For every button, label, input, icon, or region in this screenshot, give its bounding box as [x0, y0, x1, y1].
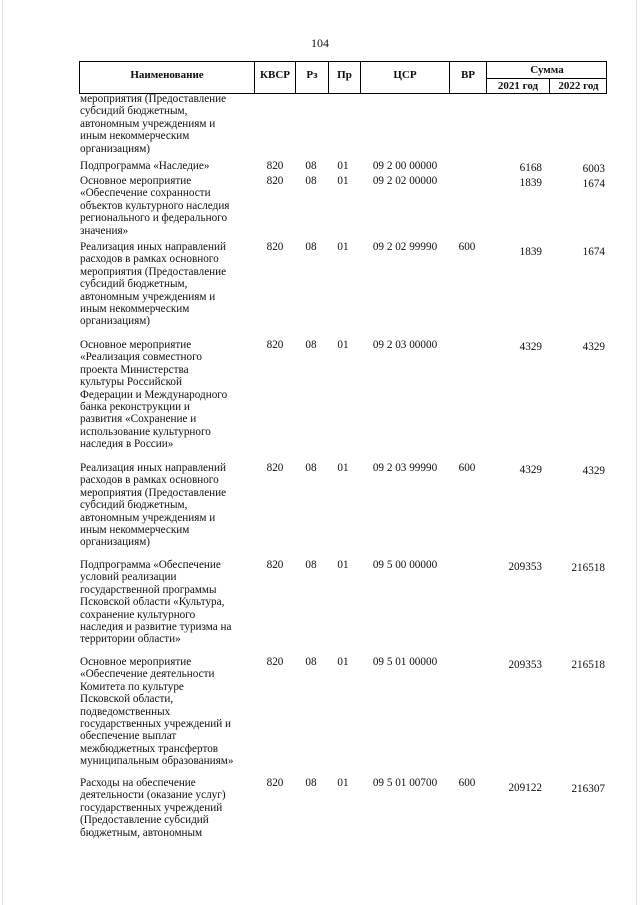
header-rz: Рз	[306, 69, 318, 81]
row-sum-2022: 4329	[582, 465, 605, 477]
row-kvsr: 820	[266, 160, 284, 172]
row-sum-2021: 4329	[519, 464, 542, 476]
scan-edge-right	[636, 0, 637, 905]
row-csr: 09 2 03 99990	[372, 462, 438, 474]
row-rz: 08	[305, 559, 317, 571]
row-sum-2022: 216518	[571, 659, 605, 671]
row-name: Основное мероприятие «Реализация совместного проекта Министерства культуры Российской Федерации и Международного банка реконструкции и развития «Сохранение и использование культурного наследия в России»	[80, 339, 228, 451]
row-vr: 600	[458, 241, 476, 253]
row-sum-2021: 209122	[508, 782, 542, 794]
row-kvsr: 820	[266, 241, 284, 253]
row-rz: 08	[305, 339, 317, 351]
row-sum-2022: 1674	[582, 178, 605, 190]
row-sum-2021: 209353	[508, 561, 542, 573]
row-sum-2022: 6003	[582, 163, 605, 175]
row-csr: 09 5 01 00000	[372, 656, 438, 668]
table-header	[79, 61, 607, 94]
row-csr: 09 2 02 99990	[372, 241, 438, 253]
row-rz: 08	[305, 462, 317, 474]
row-kvsr: 820	[266, 175, 284, 187]
row-sum-2021: 209353	[508, 659, 542, 671]
header-2021: 2021 год	[497, 80, 539, 92]
row-name: Реализация иных направлений расходов в рамках основного мероприятия (Предоставление субсидий бюджетным, автономным учреждениям и иным некоммерческим организациям)	[80, 241, 227, 328]
row-csr: 09 2 02 00000	[372, 175, 438, 187]
row-sum-2021: 1839	[519, 177, 542, 189]
row-sum-2021: 1839	[519, 246, 542, 258]
row-sum-2021: 4329	[519, 341, 542, 353]
row-name: Подпрограмма «Обеспечение условий реализации государственной программы Псковской области «Культура, сохранение культурного наследия и развитие туризма на территории области»	[80, 559, 232, 646]
row-pr: 01	[337, 160, 349, 172]
row-csr: 09 5 01 00700	[372, 777, 438, 789]
row-pr: 01	[337, 241, 349, 253]
row-pr: 01	[337, 777, 349, 789]
header-pr: Пр	[337, 69, 352, 81]
row-rz: 08	[305, 656, 317, 668]
row-name: Расходы на обеспечение деятельности (оказание услуг) государственных учреждений (Предоставление субсидий бюджетным, автономным	[80, 777, 226, 839]
row-kvsr: 820	[266, 339, 284, 351]
row-kvsr: 820	[266, 462, 284, 474]
row-kvsr: 820	[266, 777, 284, 789]
row-sum-2022: 216518	[571, 562, 605, 574]
row-rz: 08	[305, 175, 317, 187]
row-name: Основное мероприятие «Обеспечение сохранности объектов культурного наследия регионального и федерального значения»	[80, 175, 230, 237]
row-pr: 01	[337, 462, 349, 474]
header-sum: Сумма	[530, 64, 564, 76]
header-name: Наименование	[130, 69, 204, 81]
row-sum-2022: 4329	[582, 341, 605, 353]
row-csr: 09 2 03 00000	[372, 339, 438, 351]
header-csr: ЦСР	[393, 69, 417, 81]
row-pr: 01	[337, 339, 349, 351]
row-rz: 08	[305, 160, 317, 172]
row-name: Реализация иных направлений расходов в рамках основного мероприятия (Предоставление субсидий бюджетным, автономным учреждениям и иным некоммерческим организациям)	[80, 462, 227, 549]
row-sum-2022: 1674	[582, 246, 605, 258]
row-csr: 09 2 00 00000	[372, 160, 438, 172]
row-pr: 01	[337, 559, 349, 571]
row-rz: 08	[305, 777, 317, 789]
row-vr: 600	[458, 462, 476, 474]
row-name: Основное мероприятие «Обеспечение деятельности Комитета по культуре Псковской области, подведомственных государственных учреждений и обеспечение выплат межбюджетных трансфертов муниципальным образованиям»	[80, 656, 234, 768]
row-rz: 08	[305, 241, 317, 253]
row-csr: 09 5 00 00000	[372, 559, 438, 571]
row-kvsr: 820	[266, 559, 284, 571]
header-divider-sum	[486, 78, 607, 79]
page-number: 104	[311, 36, 329, 50]
header-kvsr: КВСР	[260, 69, 290, 81]
row-pr: 01	[337, 175, 349, 187]
row-name: мероприятия (Предоставление субсидий бюджетным, автономным учреждениям и иным некоммерческим организациям)	[80, 93, 227, 155]
header-vr: ВР	[460, 69, 476, 81]
row-vr: 600	[458, 777, 476, 789]
row-kvsr: 820	[266, 656, 284, 668]
row-sum-2021: 6168	[519, 162, 542, 174]
row-pr: 01	[337, 656, 349, 668]
row-name: Подпрограмма «Наследие»	[80, 160, 210, 172]
header-2022: 2022 год	[558, 80, 599, 92]
scan-edge-left	[2, 0, 3, 905]
row-sum-2022: 216307	[571, 783, 605, 795]
